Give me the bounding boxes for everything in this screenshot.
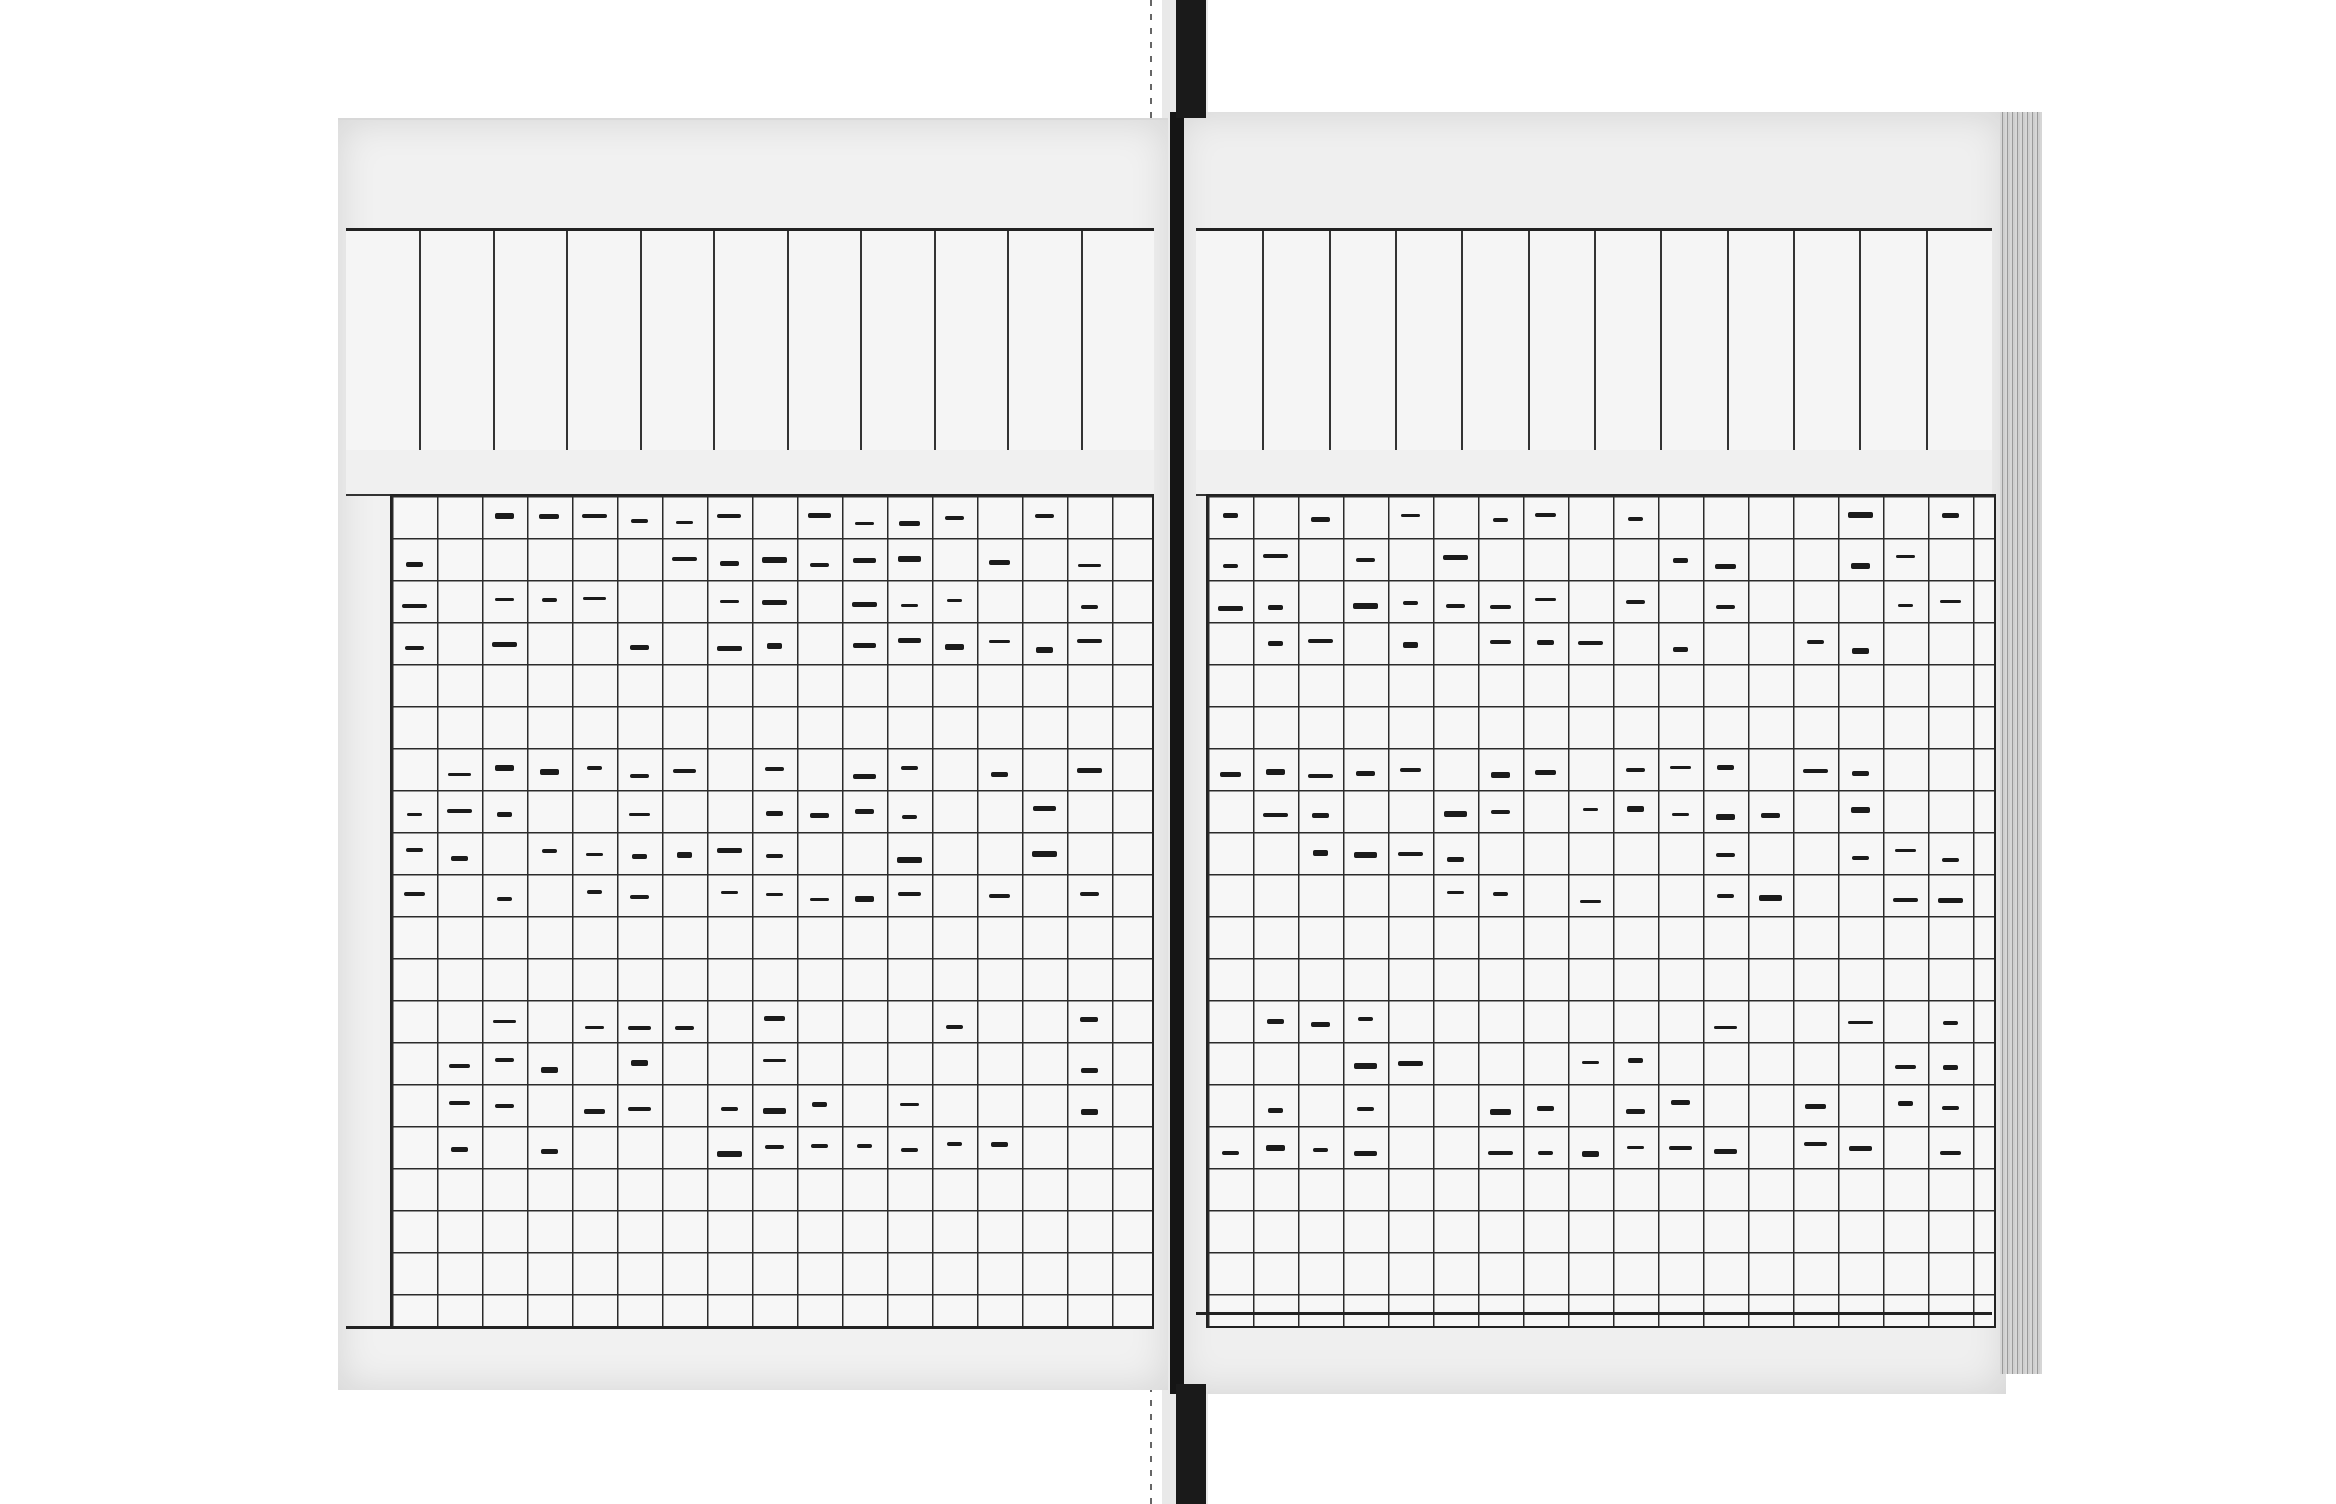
handwritten-entry [1077, 639, 1103, 643]
handwritten-entry [585, 1026, 603, 1030]
handwritten-entry [763, 1059, 786, 1062]
handwritten-entry [1263, 813, 1287, 817]
handwritten-entry [495, 1104, 514, 1107]
handwritten-entry [1491, 810, 1511, 814]
handwritten-entry [1444, 811, 1467, 817]
handwritten-entry [673, 769, 695, 773]
handwritten-entry [1717, 894, 1733, 898]
handwritten-entry [1081, 1068, 1098, 1074]
handwritten-entry [1447, 891, 1464, 894]
handwritten-entry [1078, 564, 1101, 567]
handwritten-entry [407, 813, 423, 816]
handwritten-entry [810, 898, 828, 902]
handwritten-entry [448, 773, 470, 777]
handwritten-entry [541, 1067, 557, 1073]
handwritten-entry [1490, 605, 1510, 609]
handwritten-entry [1081, 605, 1099, 609]
handwritten-entry [1080, 1017, 1098, 1022]
header-column-divider [713, 231, 715, 451]
handwritten-entry [812, 1102, 828, 1107]
handwritten-entry [717, 848, 742, 853]
handwritten-entry [632, 854, 648, 859]
handwritten-entry [1535, 770, 1557, 775]
handwritten-entry [1943, 1065, 1957, 1069]
handwritten-entry [1938, 898, 1963, 903]
handwritten-entry [1403, 601, 1417, 605]
binding-spine [1170, 112, 1184, 1394]
header-column-divider [934, 231, 936, 451]
handwritten-entry [808, 513, 831, 518]
handwritten-entry [1266, 1145, 1284, 1151]
handwritten-entry [762, 557, 787, 563]
header-column-divider [1461, 231, 1463, 451]
handwritten-entry [1671, 1100, 1689, 1105]
handwritten-entry [1537, 1106, 1554, 1111]
handwritten-entry [853, 643, 875, 648]
handwritten-entry [1940, 1151, 1961, 1155]
handwritten-entry [677, 852, 692, 858]
handwritten-entry [495, 765, 513, 770]
handwritten-entry [717, 646, 742, 651]
handwritten-entry [765, 1145, 784, 1149]
handwritten-entry [406, 848, 422, 852]
header-column-divider [1329, 231, 1331, 451]
handwritten-entry [1354, 852, 1377, 858]
handwritten-entry [1356, 771, 1375, 776]
handwritten-entry [721, 891, 739, 894]
handwritten-entry [631, 1060, 647, 1066]
handwritten-entry [542, 598, 556, 602]
handwritten-entry [1446, 604, 1465, 607]
handwritten-entry [855, 896, 875, 902]
handwritten-entry [902, 815, 917, 819]
handwritten-entry [1356, 558, 1374, 562]
binding-tab-bottom [1176, 1384, 1206, 1504]
handwritten-entry [1537, 640, 1555, 646]
handwritten-entry [539, 514, 559, 519]
handwritten-entry [586, 853, 603, 857]
handwritten-entry [1626, 600, 1644, 604]
handwritten-entry [630, 645, 649, 650]
handwritten-entry [1895, 849, 1916, 852]
header-column-divider [493, 231, 495, 451]
handwritten-entry [1803, 769, 1827, 773]
right-ledger-grid [1206, 494, 1996, 1328]
handwritten-entry [1267, 1019, 1284, 1024]
handwritten-entry [1583, 808, 1597, 812]
handwritten-entry [402, 604, 428, 608]
handwritten-entry [810, 563, 829, 566]
handwritten-entry [1490, 640, 1511, 644]
header-column-divider [1594, 231, 1596, 451]
handwritten-entry [1035, 514, 1054, 518]
header-column-divider [860, 231, 862, 451]
handwritten-entry [628, 1026, 650, 1030]
handwritten-entry [989, 894, 1010, 898]
handwritten-entry [1628, 517, 1643, 521]
handwritten-entry [1669, 1146, 1692, 1150]
handwritten-entry [901, 1148, 918, 1151]
handwritten-entry [1033, 806, 1057, 810]
handwritten-entry [1578, 641, 1603, 645]
handwritten-entry [584, 1109, 606, 1114]
handwritten-entry [1851, 563, 1870, 569]
handwritten-entry [899, 521, 921, 526]
handwritten-entry [1403, 642, 1418, 648]
left-bottom-rule [346, 1326, 1154, 1329]
handwritten-entry [1313, 850, 1329, 855]
handwritten-entry [763, 1108, 786, 1114]
handwritten-entry [495, 513, 514, 519]
handwritten-entry [1761, 813, 1780, 819]
header-column-divider [1926, 231, 1928, 451]
handwritten-entry [492, 642, 516, 647]
handwritten-entry [675, 1026, 694, 1030]
handwritten-entry [1852, 771, 1869, 776]
handwritten-entry [1443, 555, 1467, 560]
header-column-divider [1859, 231, 1861, 451]
handwritten-entry [1222, 1151, 1239, 1155]
handwritten-entry [1493, 892, 1508, 896]
handwritten-entry [1538, 1151, 1553, 1155]
handwritten-entry [857, 1144, 872, 1147]
handwritten-entry [1628, 1058, 1643, 1063]
handwritten-entry [1804, 1142, 1828, 1146]
handwritten-entry [1848, 512, 1872, 517]
handwritten-entry [898, 892, 920, 896]
handwritten-entry [495, 1058, 514, 1062]
handwritten-entry [541, 1149, 558, 1154]
handwritten-entry [720, 600, 738, 603]
handwritten-entry [406, 562, 423, 567]
left-header-band [346, 228, 1154, 454]
handwritten-entry [1851, 807, 1871, 813]
handwritten-entry [1354, 1063, 1378, 1069]
handwritten-entry [1898, 604, 1914, 608]
handwritten-entry [1895, 1065, 1916, 1069]
handwritten-entry [721, 1107, 738, 1111]
handwritten-entry [1308, 774, 1333, 779]
handwritten-entry [1218, 606, 1244, 611]
handwritten-entry [1488, 1151, 1512, 1155]
handwritten-entry [764, 1016, 786, 1021]
header-column-divider [1727, 231, 1729, 451]
handwritten-entry [1535, 598, 1556, 601]
handwritten-entry [1354, 1151, 1377, 1156]
handwritten-entry [1308, 639, 1334, 643]
handwritten-entry [1400, 768, 1422, 772]
handwritten-entry [1807, 640, 1823, 644]
handwritten-entry [853, 558, 877, 563]
handwritten-entry [1673, 558, 1689, 563]
handwritten-entry [1716, 814, 1735, 820]
handwritten-entry [1580, 900, 1601, 903]
handwritten-entry [630, 774, 650, 778]
handwritten-entry [811, 1144, 829, 1148]
handwritten-entry [1805, 1104, 1825, 1109]
handwritten-entry [451, 1147, 469, 1152]
handwritten-entry [989, 560, 1011, 565]
handwritten-entry [493, 1020, 515, 1023]
handwritten-entry [1032, 851, 1056, 857]
handwritten-entry [1220, 772, 1241, 777]
handwritten-entry [1266, 769, 1285, 775]
handwritten-entry [676, 521, 694, 524]
header-column-divider [787, 231, 789, 451]
handwritten-entry [405, 646, 423, 649]
handwritten-entry [898, 638, 922, 643]
handwritten-entry [945, 516, 964, 520]
handwritten-entry [855, 522, 874, 525]
handwritten-entry [1268, 641, 1284, 646]
handwritten-entry [451, 856, 469, 862]
handwritten-entry [1716, 853, 1735, 857]
handwritten-entry [1357, 1107, 1374, 1110]
handwritten-entry [1626, 1109, 1646, 1114]
handwritten-entry [947, 1142, 961, 1145]
handwritten-entry [717, 514, 741, 518]
handwritten-entry [1942, 858, 1958, 862]
handwritten-entry [631, 519, 648, 522]
handwritten-entry [1535, 513, 1555, 517]
handwritten-entry [947, 599, 961, 602]
header-column-divider [1262, 231, 1264, 451]
handwritten-entry [897, 857, 922, 862]
handwritten-entry [1268, 1108, 1283, 1113]
handwritten-entry [946, 1025, 963, 1029]
handwritten-entry [1759, 895, 1782, 900]
handwritten-entry [1672, 813, 1689, 817]
handwritten-entry [810, 813, 828, 818]
handwritten-entry [1942, 1106, 1959, 1110]
handwritten-entry [1263, 554, 1288, 558]
handwritten-entry [991, 772, 1007, 777]
handwritten-entry [1627, 806, 1644, 812]
handwritten-entry [1491, 772, 1510, 777]
header-column-divider [566, 231, 568, 451]
handwritten-entry [1940, 600, 1961, 603]
handwritten-entry [901, 766, 918, 770]
handwritten-entry [587, 766, 602, 770]
right-header-band [1196, 228, 1992, 454]
handwritten-entry [1715, 564, 1737, 569]
handwritten-entry [1716, 605, 1735, 609]
handwritten-entry [1942, 513, 1959, 518]
handwritten-entry [1943, 1021, 1958, 1025]
handwritten-entry [1627, 1146, 1645, 1149]
handwritten-entry [542, 849, 556, 853]
header-column-divider [419, 231, 421, 451]
handwritten-entry [767, 643, 781, 649]
handwritten-entry [1893, 898, 1919, 901]
header-column-divider [1660, 231, 1662, 451]
handwritten-entry [497, 897, 512, 902]
header-column-divider [1007, 231, 1009, 451]
handwritten-entry [1311, 517, 1330, 522]
handwritten-entry [991, 1142, 1008, 1146]
handwritten-entry [630, 895, 649, 899]
handwritten-entry [898, 556, 921, 562]
handwritten-entry [852, 602, 877, 607]
handwritten-entry [583, 597, 606, 600]
handwritten-entry [1714, 1026, 1737, 1030]
header-column-divider [1395, 231, 1397, 451]
left-sign-row [346, 450, 1154, 496]
handwritten-entry [1848, 1021, 1873, 1024]
handwritten-entry [1673, 647, 1687, 652]
handwritten-entry [766, 893, 783, 896]
handwritten-entry [495, 598, 514, 601]
handwritten-entry [1353, 603, 1377, 609]
handwritten-entry [766, 854, 783, 858]
handwritten-entry [901, 604, 919, 607]
handwritten-entry [1447, 857, 1463, 862]
handwritten-entry [449, 1064, 469, 1068]
handwritten-entry [762, 600, 788, 605]
header-column-divider [1528, 231, 1530, 451]
handwritten-entry [1896, 555, 1915, 558]
handwritten-entry [1670, 766, 1692, 770]
header-column-divider [640, 231, 642, 451]
handwritten-entry [1223, 513, 1237, 518]
handwritten-entry [717, 1151, 743, 1156]
handwritten-entry [1852, 856, 1868, 860]
handwritten-entry [1717, 765, 1733, 770]
left-ledger-grid [390, 494, 1154, 1328]
handwritten-entry [449, 1101, 469, 1106]
handwritten-entry [587, 890, 602, 894]
header-column-divider [1793, 231, 1795, 451]
handwritten-entry [1626, 768, 1646, 772]
handwritten-entry [1493, 518, 1508, 523]
right-sign-row [1196, 450, 1992, 496]
handwritten-entry [1582, 1061, 1600, 1064]
handwritten-entry [1714, 1149, 1737, 1154]
handwritten-entry [1490, 1109, 1512, 1115]
handwritten-entry [628, 1107, 652, 1112]
handwritten-entry [1312, 813, 1329, 818]
handwritten-entry [1268, 605, 1283, 609]
handwritten-entry [1311, 1022, 1330, 1027]
handwritten-entry [672, 557, 698, 561]
handwritten-entry [1313, 1148, 1327, 1152]
handwritten-entry [720, 561, 738, 566]
handwritten-entry [404, 892, 425, 896]
handwritten-entry [900, 1103, 918, 1107]
handwritten-entry [1398, 852, 1423, 856]
handwritten-entry [1898, 1101, 1914, 1106]
handwritten-entry [497, 812, 512, 818]
handwritten-entry [765, 767, 783, 771]
handwritten-entry [447, 809, 472, 813]
right-bottom-rule [1196, 1312, 1992, 1315]
handwritten-entry [1849, 1146, 1872, 1151]
handwritten-entry [1582, 1151, 1599, 1156]
handwritten-entry [582, 514, 607, 518]
handwritten-entry [1398, 1061, 1423, 1066]
handwritten-entry [540, 769, 558, 775]
handwritten-entry [855, 809, 875, 814]
handwritten-entry [629, 813, 649, 816]
handwritten-entry [1077, 768, 1102, 773]
binding-tab-top [1176, 0, 1206, 118]
handwritten-entry [1081, 1109, 1098, 1114]
page-edge-stack [2000, 112, 2042, 1374]
handwritten-entry [1401, 514, 1421, 517]
handwritten-entry [1036, 647, 1053, 653]
handwritten-entry [989, 640, 1011, 643]
handwritten-entry [1223, 564, 1238, 568]
header-column-divider [1081, 231, 1083, 451]
handwritten-entry [853, 774, 875, 779]
handwritten-entry [1852, 648, 1868, 654]
handwritten-entry [1080, 892, 1099, 896]
handwritten-entry [1358, 1017, 1374, 1021]
handwritten-entry [945, 644, 964, 650]
handwritten-entry [766, 811, 783, 816]
